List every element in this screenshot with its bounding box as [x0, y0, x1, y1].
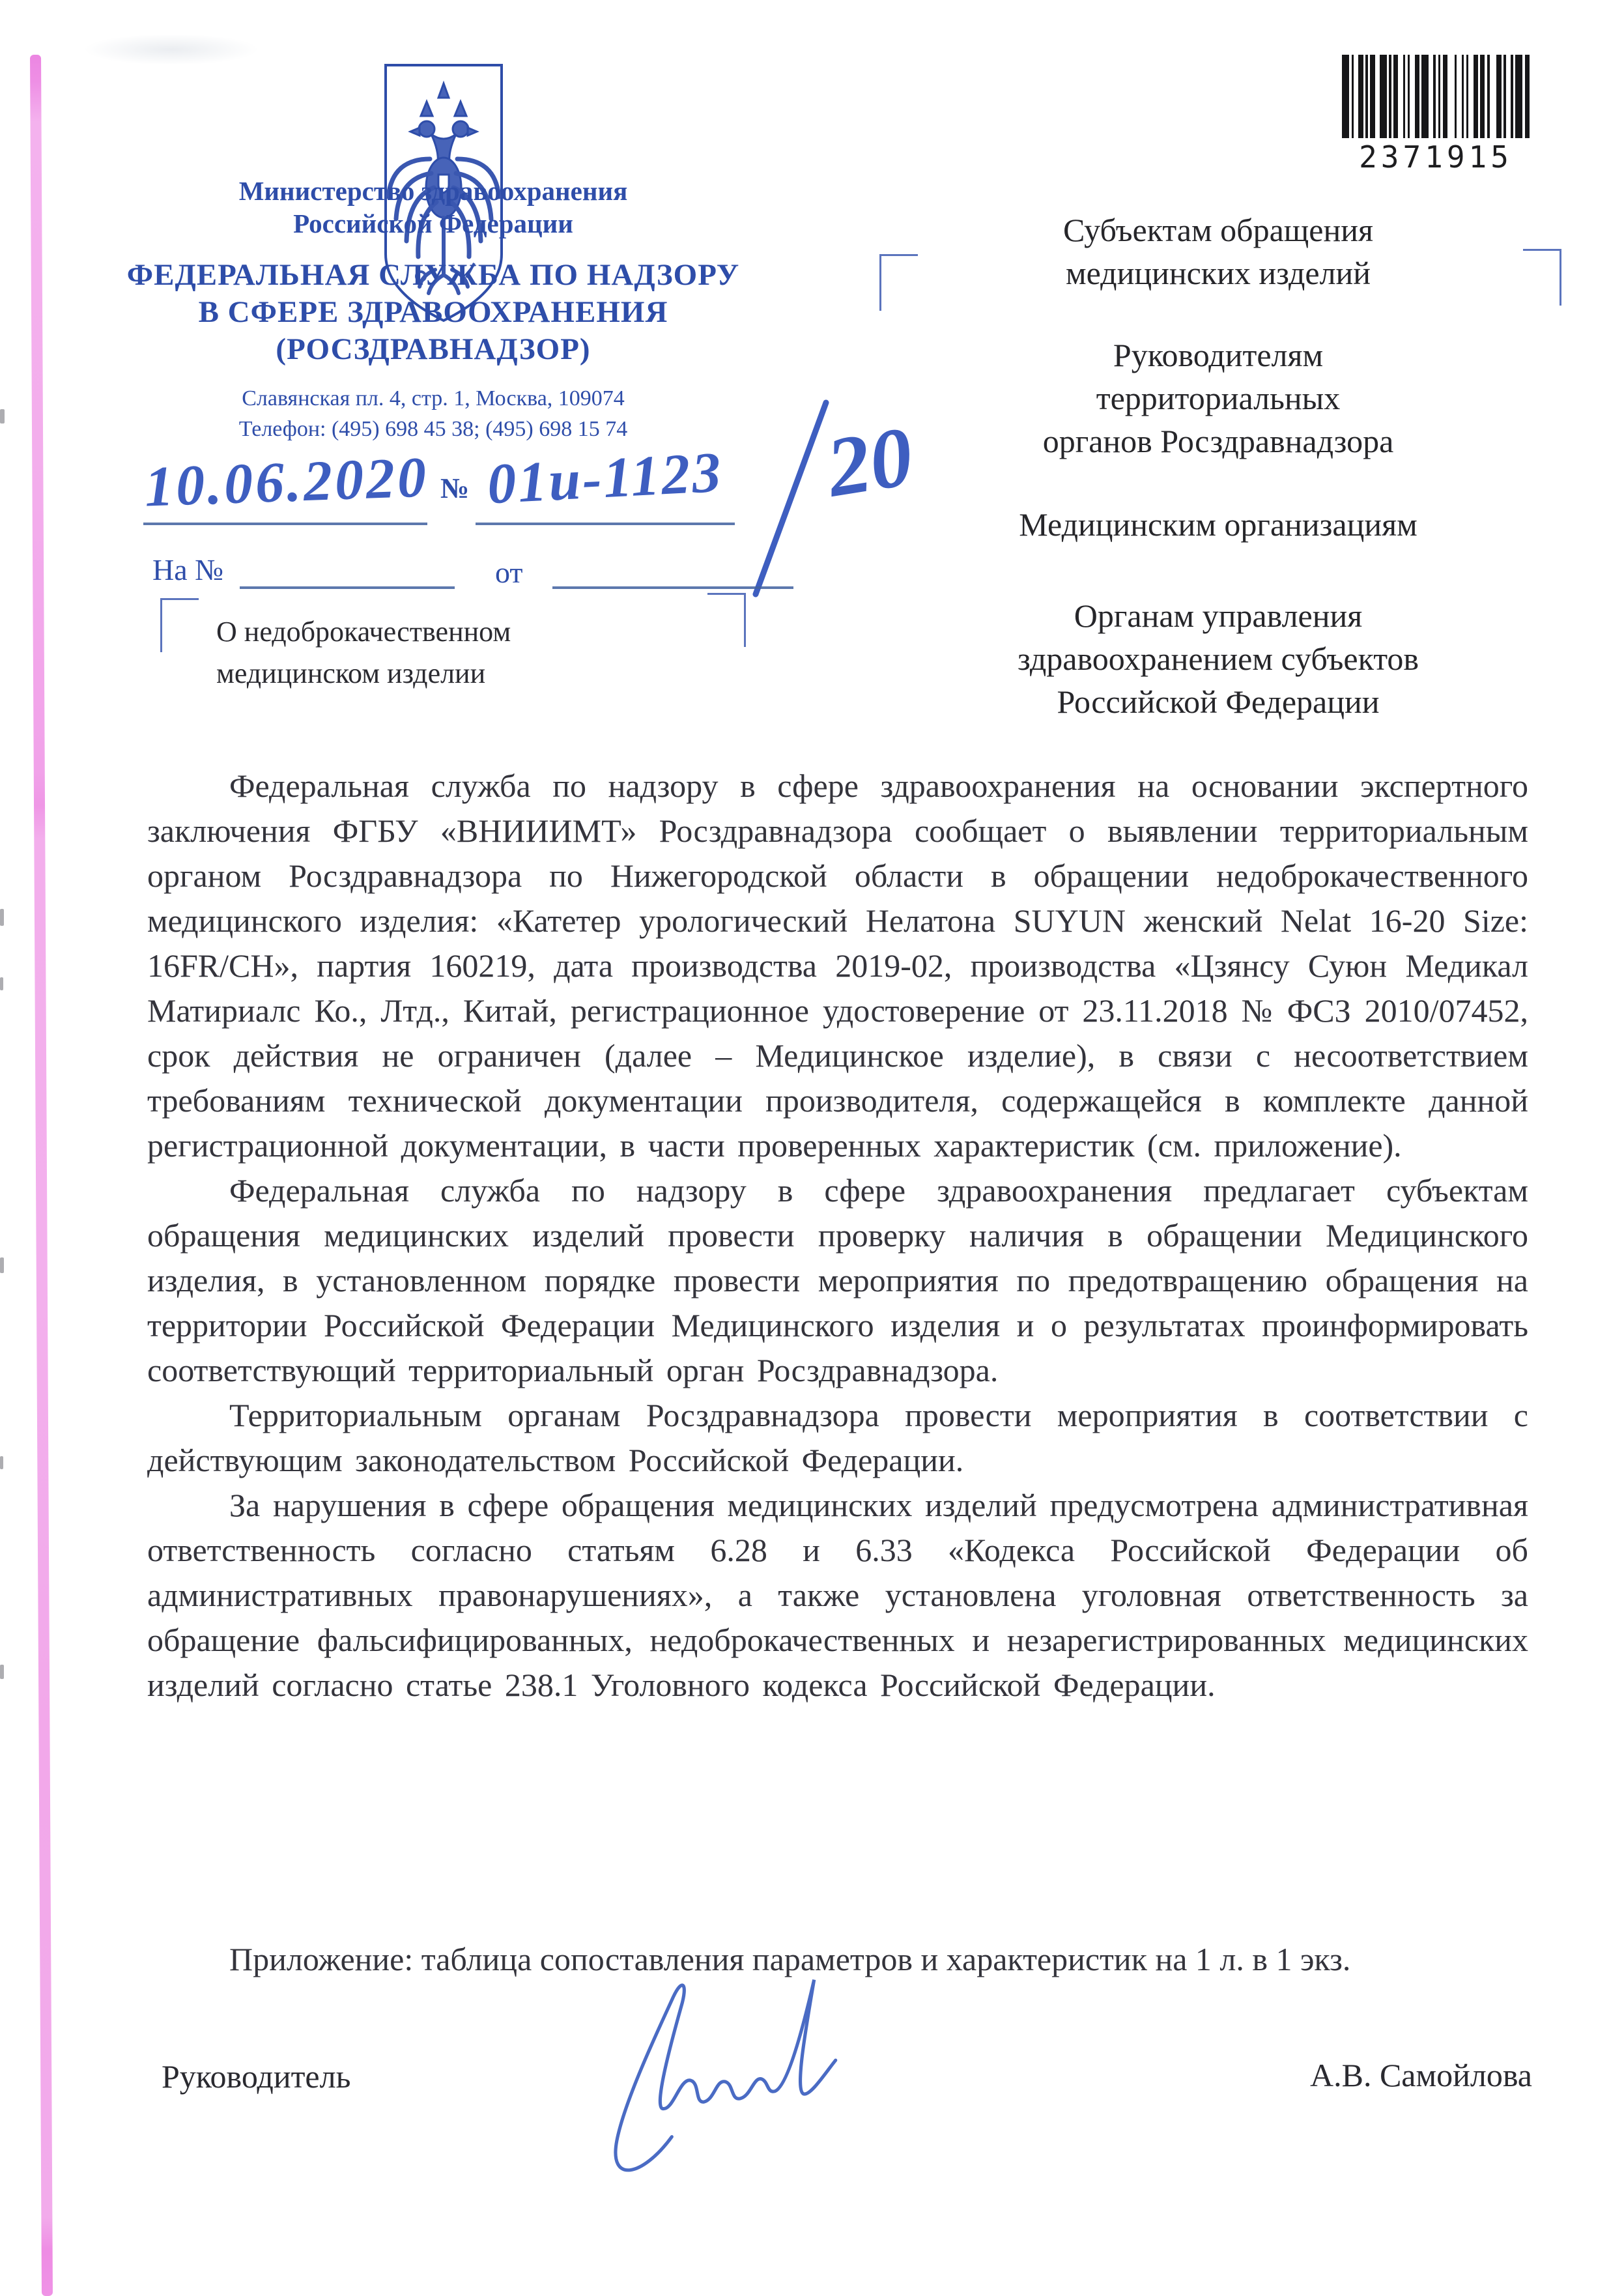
subject-corner-right — [707, 593, 746, 647]
ministry-line-1: Министерство здравоохранения — [238, 176, 628, 206]
recipient-block-health-authorities — [912, 594, 1524, 723]
recipient-block-medical-organizations — [912, 503, 1524, 546]
reply-date-underline — [552, 586, 793, 589]
recipient-line: органов Росздравнадзора — [1042, 423, 1394, 459]
outgoing-number-handwritten: 01и-1123 — [485, 440, 724, 517]
registration-barcode — [1333, 55, 1539, 175]
scan-edge-mark — [0, 1257, 4, 1273]
phone-line: Телефон: (495) 698 45 38; (495) 698 15 74 — [238, 417, 628, 441]
suffix-20-text: 20 — [821, 409, 919, 515]
signature-autograph-icon — [528, 1968, 847, 2189]
reply-from-label: от — [495, 556, 523, 589]
recipient-line: Субъектам обращения — [1063, 212, 1373, 248]
reply-to-label: На № — [152, 553, 224, 586]
body-paragraph-4: За нарушения в сфере обращения медицинских изделий предусмотрена административная ответственность согласно статьям 6.28 и 6.33 «Кодекса Российской Федерации об административных правонарушениях», а также установлена уголовная ответственность за обращение фальсифицированных, недоброкачественных и незарегистрированных медицинских изделий согласно статье 238.1 Уголовного кодекса Российской Федерации. — [147, 1487, 1528, 1703]
subject-line-2: медицинском изделии — [216, 657, 486, 689]
recipient-line: Руководителям — [1113, 337, 1324, 373]
signer-position: Руководитель — [162, 2058, 351, 2095]
recipient-line: Органам управления — [1074, 597, 1363, 634]
barcode-icon — [1333, 55, 1539, 138]
scan-edge-mark — [0, 409, 5, 423]
recipient-line: здравоохранением субъектов — [1017, 640, 1419, 677]
ministry-line-2: Российской Федерации — [293, 208, 573, 238]
recipient-line: территориальных — [1096, 380, 1341, 416]
date-underline — [143, 523, 427, 525]
letter-subject — [216, 611, 711, 695]
reply-number-underline — [240, 586, 455, 589]
scan-smudge — [83, 34, 259, 65]
subject-corner-left — [160, 598, 199, 652]
number-underline — [476, 523, 735, 525]
scan-edge-mark — [0, 977, 3, 990]
attachment-line: Приложение: таблица сопоставления параметров и характеристик на 1 л. в 1 экз. — [229, 1941, 1351, 1977]
recipient-block-territorial-heads — [912, 334, 1524, 463]
scan-artifact-stripe — [30, 55, 53, 2296]
service-line-2: В СФЕРЕ ЗДРАВООХРАНЕНИЯ — [198, 295, 668, 329]
scan-edge-mark — [0, 1665, 4, 1679]
scan-edge-mark — [0, 1456, 3, 1469]
letterhead-ministry — [107, 175, 759, 240]
number-sign: № — [440, 472, 470, 504]
recipient-corner-right — [1523, 249, 1561, 306]
body-paragraph-2: Федеральная служба по надзору в сфере здравоохранения предлагает субъектам обращения медицинских изделий провести проверку наличия в обращении Медицинского изделия, в установленном порядке провести мероприятия по предотвращению обращения на территории Российской Федерации Медицинского изделия и о результатах проинформировать соответствующий территориальный орган Росздравнадзора. — [147, 1172, 1528, 1388]
outgoing-date-handwritten: 10.06.2020 — [143, 446, 430, 519]
body-paragraph-1: Федеральная служба по надзору в сфере здравоохранения на основании экспертного заключения ФГБУ «ВНИИИМТ» Росздравнадзора сообщает о выявлении территориальным органом Росздравнадзора по Нижегородской области в обращении недоброкачественного медицинского изделия: «Катетер урологический Нелатона SUYUN женский Nelat 16-20 Size: 16FR/CH», партия 160219, дата производства 2019-02, производства «Цзянсу Суюн Медикал Матириалс Ко., Лтд., Китай, регистрационное удостоверение от 23.11.2018 № ФСЗ 2010/07452, срок действия не ограничен (далее – Медицинское изделие), в связи с несоответствием требованиям технической документации производителя, содержащейся в комплекте данной регистрационной документации, в части проверенных характеристик (см. приложение). — [147, 768, 1528, 1164]
letter-body — [147, 764, 1528, 1708]
signer-name: А.В. Самойлова — [1310, 2057, 1532, 2093]
recipient-line: Медицинским организациям — [1019, 506, 1417, 543]
letterhead-contacts — [107, 383, 759, 444]
service-line-1: ФЕДЕРАЛЬНАЯ СЛУЖБА ПО НАДЗОРУ — [126, 258, 740, 292]
body-paragraph-3: Территориальным органам Росздравнадзора провести мероприятия в соответствии с действующим законодательством Российской Федерации. — [147, 1397, 1528, 1478]
recipient-line: медицинских изделий — [1065, 255, 1371, 291]
recipient-line: Российской Федерации — [1057, 683, 1380, 720]
scan-edge-mark — [0, 909, 4, 926]
barcode-number: 2371915 — [1359, 139, 1513, 175]
recipient-block-subjects — [912, 208, 1524, 294]
subject-line-1: О недоброкачественном — [216, 616, 511, 648]
service-line-3: (РОСЗДРАВНАДЗОР) — [276, 332, 591, 366]
address-line: Славянская пл. 4, стр. 1, Москва, 109074 — [242, 386, 625, 410]
letterhead-service-name — [77, 257, 790, 368]
